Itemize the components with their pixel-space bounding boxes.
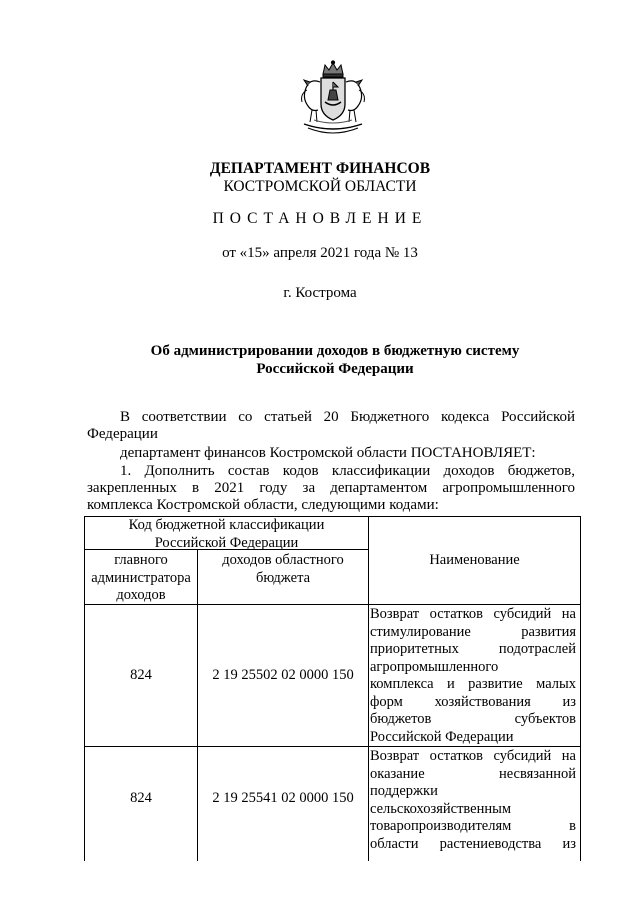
paragraph-3-line-1: 1. Дополнить состав кодов классификации доходов бюджетов, xyxy=(120,463,575,479)
table-border-right xyxy=(580,516,581,861)
col1-header-line: доходов xyxy=(116,587,166,603)
paragraph-1-line-1: В соответствии со статьей 20 Бюджетного кодекса Российской xyxy=(120,409,575,425)
region-name: КОСТРОМСКОЙ ОБЛАСТИ xyxy=(223,178,417,195)
group-header-line-1: Код бюджетной классификации xyxy=(128,517,325,533)
title-line-2: Российской Федерации xyxy=(256,361,414,377)
table-header-name: Наименование xyxy=(429,552,520,568)
table-row-1-code: 2 19 25502 02 0000 150 xyxy=(212,667,354,683)
col1-header-line: главного xyxy=(114,552,168,568)
document-title xyxy=(80,342,590,378)
table-row-1-name xyxy=(370,606,576,746)
document-city: г. Кострома xyxy=(283,285,357,301)
title-line-1: Об администрировании доходов в бюджетную систему xyxy=(150,343,520,359)
table-col-divider-1 xyxy=(197,549,198,861)
document-date-number: от «15» апреля 2021 года № 13 xyxy=(222,245,418,261)
paragraph-1-line-2: Федерации xyxy=(87,426,158,442)
name-line: стимулирование развития xyxy=(370,623,576,640)
group-header-line-2: Российской Федерации xyxy=(154,534,299,551)
name-line: форм хозяйствования из xyxy=(370,693,576,710)
table-row-1-admin: 824 xyxy=(130,667,152,683)
paragraph-2: департамент финансов Костромской области ПОСТАНОВЛЯЕТ: xyxy=(120,445,536,461)
name-line: оказание несвязанной xyxy=(370,765,576,782)
table-line-row-1-bottom xyxy=(84,746,581,747)
table-row-2-admin: 824 xyxy=(130,790,152,806)
name-line: бюджетов субъектов xyxy=(370,711,576,727)
name-line: комплекса и развитие малых xyxy=(370,676,576,692)
name-line: агропромышленного xyxy=(370,658,499,675)
name-line: сельскохозяйственным xyxy=(370,800,512,817)
department-name: ДЕПАРТАМЕНТ ФИНАНСОВ xyxy=(209,160,431,177)
coat-of-arms-emblem xyxy=(290,60,376,140)
paragraph-3-line-2: закрепленных в 2021 году за департаментом агропромышленного xyxy=(87,480,575,496)
table-row-2-name xyxy=(370,748,576,853)
document-type: ПОСТАНОВЛЕНИЕ xyxy=(212,210,428,227)
name-line: приоритетных подотраслей xyxy=(370,641,576,657)
table-row-2-code: 2 19 25541 02 0000 150 xyxy=(212,790,354,806)
name-line: поддержки xyxy=(370,783,438,799)
paragraph-3-line-3: комплекса Костромской области, следующими кодами: xyxy=(87,497,439,513)
name-line: Возврат остатков субсидий на xyxy=(370,748,576,764)
table-header-code xyxy=(198,552,368,587)
name-line: Возврат остатков субсидий на xyxy=(370,606,576,622)
col2-header-line: доходов областного xyxy=(222,552,344,568)
table-group-header xyxy=(85,517,368,552)
col1-header-line: администратора xyxy=(91,569,191,586)
name-line: области растениеводства из xyxy=(370,835,576,852)
table-header-admin xyxy=(85,552,197,605)
col2-header-line: бюджета xyxy=(255,569,311,586)
name-line: Российской Федерации xyxy=(370,728,514,745)
name-line: товаропроизводителям в xyxy=(370,818,576,834)
